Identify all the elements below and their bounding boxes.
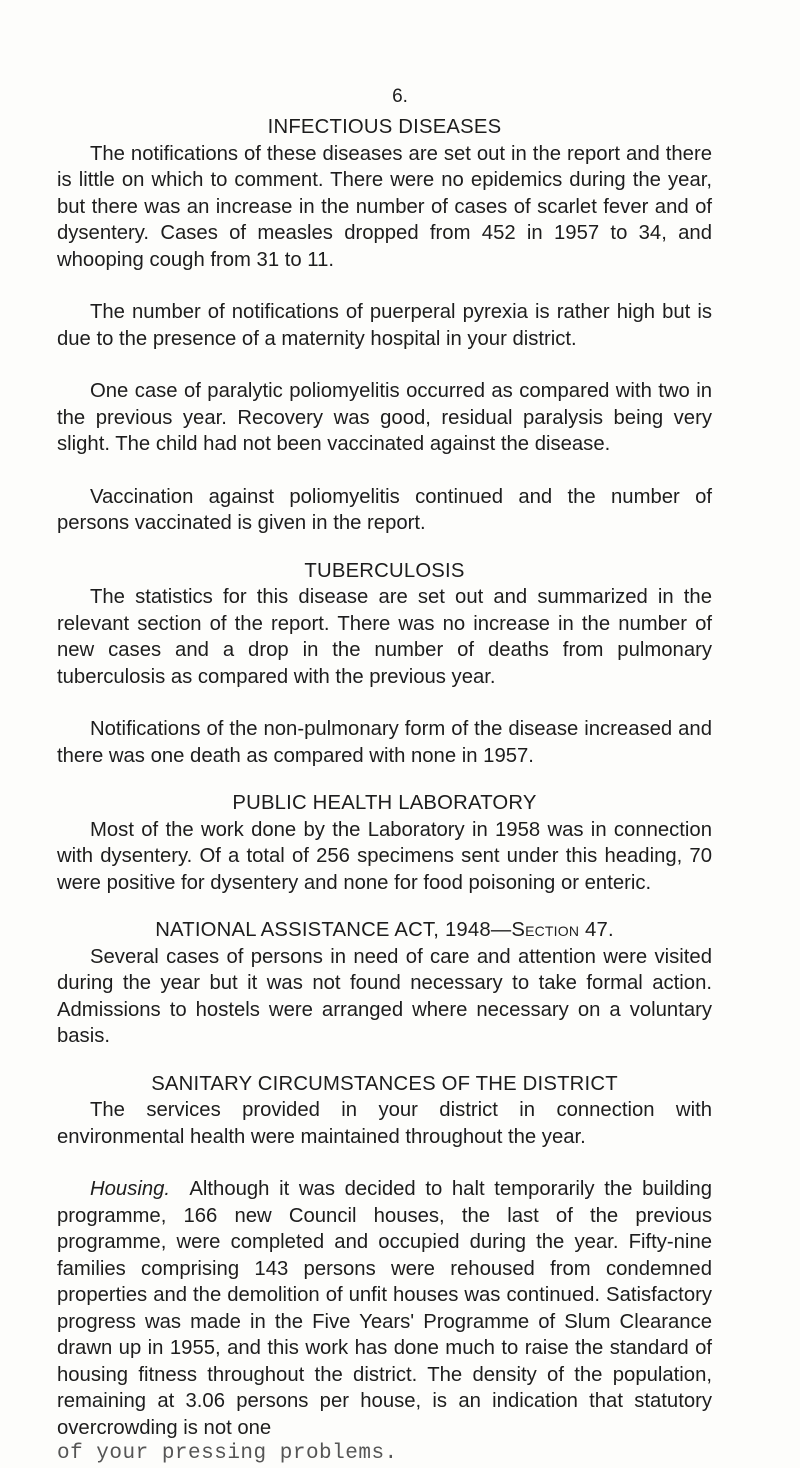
paragraph-tuberculosis-1: The statistics for this disease are set out and summarized in the relevant section of the report. There was no increase in the number of new cases and a drop in the number of deaths from pulmonary tuberculosis as compared with the previous year. bbox=[57, 586, 712, 688]
heading-tuberculosis: TUBERCULOSIS bbox=[304, 559, 465, 582]
paragraph-laboratory-1: Most of the work done by the Laboratory in 1958 was in connection with dysentery. Of a total of 256 specimens sent under this heading, 70 were positive for dysentery and none for food poisoning or enteric. bbox=[57, 818, 712, 894]
paragraph-infectious-2: The number of notifications of puerperal pyrexia is rather high but is due to the presence of a maternity hospital in your district. bbox=[57, 301, 712, 350]
housing-text: Although it was decided to halt temporarily the building programme, 166 new Council houses, the last of the previous programme, were completed and occupied during the year. Fifty-nine families comprising 143 persons were rehoused from condemned properties and the demolition of unfit houses was continued. Satisfactory progress was made in the Five Years' Programme of Slum Clearance drawn up in 1955, and this work has done much to raise the standard of housing fitness throughout the district. The density of the population, remaining at 3.06 persons per house, is an indication that statutory overcrowding is not one bbox=[57, 1178, 712, 1439]
paragraph-tuberculosis-2: Notifications of the non-pulmonary form of the disease increased and there was one death as compared with none in 1957. bbox=[57, 718, 712, 767]
paragraph-infectious-1: The notifications of these diseases are set out in the report and there is little on which to comment. There were no epidemics during the year, but there was an increase in the number of cases of scarlet fever and of dysentery. Cases of measles dropped from 452 in 1957 to 34, and whooping cough from 31 to 11. bbox=[57, 142, 712, 271]
heading-national-assistance-act bbox=[57, 917, 712, 944]
paragraph-infectious-3: One case of paralytic poliomyelitis occurred as compared with two in the previous year. Recovery was good, residual paralysis being very slight. The child had not been vaccinated against the disease. bbox=[57, 380, 712, 455]
housing-label: Housing. bbox=[90, 1178, 171, 1200]
heading-sanitary-circumstances: SANITARY CIRCUMSTANCES OF THE DISTRICT bbox=[151, 1072, 618, 1095]
paragraph-housing bbox=[57, 1176, 712, 1441]
page-number: 6. bbox=[392, 86, 408, 107]
heading-act-section: Section 47. bbox=[511, 919, 614, 941]
paragraph-infectious-4: Vaccination against poliomyelitis continued and the number of persons vaccinated is given in the report. bbox=[57, 485, 712, 534]
typed-continuation-line: of your pressing problems. bbox=[57, 1442, 398, 1465]
page-content bbox=[57, 114, 712, 1468]
heading-act-title: NATIONAL ASSISTANCE ACT, 1948— bbox=[155, 919, 512, 941]
paragraph-national-assistance-1: Several cases of persons in need of care and attention were visited during the year but it was not found necessary to take formal action. Admissions to hostels were arranged where necessary on a voluntary basis. bbox=[57, 945, 712, 1047]
paragraph-sanitary-1: The services provided in your district in connection with environmental health were maintained throughout the year. bbox=[57, 1099, 712, 1148]
heading-public-health-laboratory: PUBLIC HEALTH LABORATORY bbox=[232, 792, 537, 814]
heading-infectious-diseases: INFECTIOUS DISEASES bbox=[267, 116, 502, 138]
